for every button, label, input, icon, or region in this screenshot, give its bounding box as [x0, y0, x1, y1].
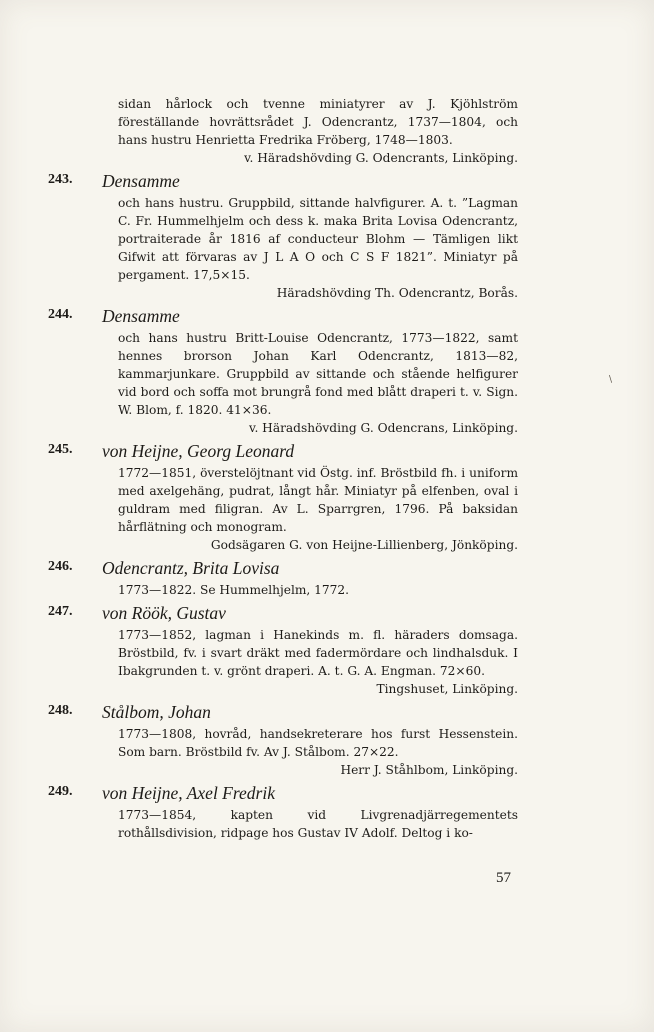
entry-number: 249.: [48, 784, 73, 799]
entry-name: Densamme: [102, 306, 180, 326]
entry-number: 244.: [48, 307, 73, 322]
entry-description: 1773—1808, hovråd, handsekreterare hos furst Hessenstein. Som barn. Bröstbild fv. Av J. Stålbom. 27×22.: [118, 727, 518, 759]
entry-name: von Heijne, Georg Leonard: [102, 441, 295, 461]
catalog-entry: [48, 603, 518, 698]
catalog-text: [48, 95, 518, 842]
entry-owner: Tingshuset, Linköping.: [376, 682, 518, 696]
entry-number: 245.: [48, 442, 73, 457]
catalog-entry: [48, 558, 518, 599]
catalog-entry: [48, 306, 518, 437]
entry-description: 1773—1822. Se Hummelhjelm, 1772.: [118, 583, 350, 597]
entry-number: 246.: [48, 559, 73, 574]
entry-description: 1773—1852, lagman i Hanekinds m. fl. häraders domsaga. Bröstbild, fv. i svart dräkt med fadermördare och lindhalsduk. I Ibakgrunden t. v. grönt draperi. A. t. G. A. Engman. 72×60.: [118, 628, 518, 678]
catalog-entry: [48, 783, 518, 842]
continuation-owner: v. Häradshövding G. Odencrants, Linköping.: [244, 151, 518, 165]
entry-owner: Häradshövding Th. Odencrantz, Borås.: [276, 286, 518, 300]
continuation-entry: [48, 95, 518, 167]
entry-description: och hans hustru Britt-Louise Odencrantz, 1773—1822, samt hennes brorson Johan Karl Odencrantz, 1813—82, kammarjunkare. Gruppbild av sittande och stående helfigurer vid bord och soffa mot brungrå fond med blått draperi t. v. Sign. W. Blom, f. 1820. 41×36.: [118, 331, 518, 417]
continuation-text: sidan hårlock och tvenne miniatyrer av J. Kjöhlström föreställande hovrättsrådet J. Odencrantz, 1737—1804, och hans hustru Henrietta Fredrika Fröberg, 1748—1803.: [118, 97, 518, 147]
entry-description: 1773—1854, kapten vid Livgrenadjärregementets rothållsdivision, ridpage hos Gustav IV Adolf. Deltog i ko-: [118, 808, 518, 840]
entry-description: och hans hustru. Gruppbild, sittande halvfigurer. A. t. ”Lagman C. Fr. Hummelhjelm och dess k. maka Brita Lovisa Odencrantz, portraiterade år 1816 af conducteur Blohm — Tämligen likt Gifwit att förvaras av J L A O och C S F 1821”. Miniatyr på pergament. 17,5×15.: [118, 196, 518, 282]
entry-number: 243.: [48, 172, 73, 187]
entry-name: von Röök, Gustav: [102, 603, 226, 623]
catalog-entry: [48, 441, 518, 554]
entry-name: Stålbom, Johan: [102, 702, 211, 722]
entry-name: Odencrantz, Brita Lovisa: [102, 558, 280, 578]
entry-owner: v. Häradshövding G. Odencrans, Linköping.: [249, 421, 518, 435]
stray-mark: \: [609, 375, 613, 385]
catalog-entry: [48, 702, 518, 779]
entry-name: Densamme: [102, 171, 180, 191]
entry-description: 1772—1851, överstelöjtnant vid Östg. inf. Bröstbild fh. i uniform med axelgehäng, pudrat, långt hår. Miniatyr på elfenben, oval i guldram med filigran. Av L. Sparrgren, 1796. På baksidan hårflätning och monogram.: [118, 466, 518, 534]
entry-number: 248.: [48, 703, 73, 718]
entry-owner: Herr J. Ståhlbom, Linköping.: [340, 763, 518, 777]
entry-owner: Godsägaren G. von Heijne-Lillienberg, Jönköping.: [210, 538, 518, 552]
entry-number: 247.: [48, 604, 73, 619]
catalog-entry: [48, 171, 518, 302]
page-number: 57: [496, 870, 511, 886]
entry-name: von Heijne, Axel Fredrik: [102, 783, 275, 803]
